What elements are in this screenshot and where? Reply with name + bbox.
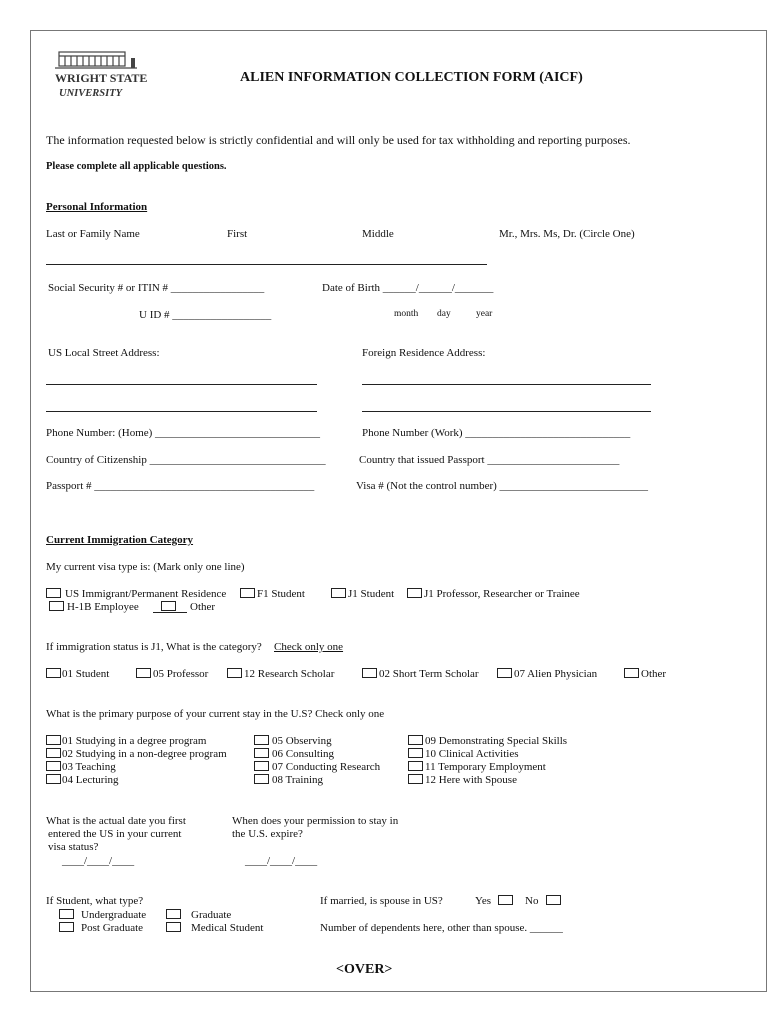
j1-prompt: If immigration status is J1, What is the category?	[46, 641, 262, 653]
checkbox-visa-other[interactable]	[161, 601, 176, 611]
checkbox-j1-student[interactable]	[331, 588, 346, 598]
option-medical-student: Medical Student	[191, 922, 264, 934]
option-j1-12: 12 Research Scholar	[244, 668, 335, 680]
option-graduate: Graduate	[191, 909, 232, 921]
ssn-field[interactable]: Social Security # or ITIN # _________________	[48, 282, 265, 294]
checkbox-j1-other[interactable]	[624, 668, 639, 678]
option-purpose-06: 06 Consulting	[272, 748, 335, 760]
option-f1: F1 Student	[257, 588, 305, 600]
option-purpose-10: 10 Clinical Activities	[425, 748, 519, 760]
checkbox-purpose-03[interactable]	[46, 761, 61, 771]
form-title: ALIEN INFORMATION COLLECTION FORM (AICF)	[240, 70, 583, 85]
label-middle-name: Middle	[362, 228, 394, 240]
visa-other-underline	[153, 612, 187, 613]
option-j1-professor: J1 Professor, Researcher or Trainee	[424, 588, 580, 600]
option-undergraduate: Undergraduate	[81, 909, 147, 921]
checkbox-j1-professor[interactable]	[407, 588, 422, 598]
option-purpose-09: 09 Demonstrating Special Skills	[425, 735, 568, 747]
visa-field[interactable]: Visa # (Not the control number) ___________________________	[356, 480, 649, 492]
checkbox-purpose-04[interactable]	[46, 774, 61, 784]
checkbox-f1[interactable]	[240, 588, 255, 598]
checkbox-j1-05[interactable]	[136, 668, 151, 678]
checkbox-medical-student[interactable]	[166, 922, 181, 932]
checkbox-purpose-07[interactable]	[254, 761, 269, 771]
option-h1b: H-1B Employee	[67, 601, 139, 613]
checkbox-h1b[interactable]	[49, 601, 64, 611]
us-address-line-2[interactable]	[46, 411, 317, 412]
form-page	[30, 30, 767, 992]
dob-month-label: month	[394, 309, 419, 319]
foreign-address-label: Foreign Residence Address:	[362, 347, 486, 359]
checkbox-us-immigrant[interactable]	[46, 588, 61, 598]
j1-prompt-check-one: Check only one	[274, 641, 344, 653]
passport-country-field[interactable]: Country that issued Passport ________________________	[359, 454, 620, 466]
first-entered-label-3: visa status?	[48, 841, 99, 853]
label-first-name: First	[227, 228, 248, 240]
label-last-name: Last or Family Name	[46, 228, 140, 240]
checkbox-undergraduate[interactable]	[59, 909, 74, 919]
option-j1-other: Other	[641, 668, 667, 680]
option-j1-07: 07 Alien Physician	[514, 668, 598, 680]
checkbox-j1-01[interactable]	[46, 668, 61, 678]
name-field[interactable]	[46, 264, 487, 265]
logo-line1: WRIGHT STATE	[55, 71, 148, 85]
option-purpose-05: 05 Observing	[272, 735, 332, 747]
option-purpose-12: 12 Here with Spouse	[425, 774, 517, 786]
foreign-address-line-1[interactable]	[362, 384, 651, 385]
option-visa-other: Other	[190, 601, 216, 613]
first-entered-label-1: What is the actual date you first	[46, 815, 186, 827]
checkbox-purpose-01[interactable]	[46, 735, 61, 745]
purpose-prompt: What is the primary purpose of your current stay in the U.S? Check only one	[46, 708, 385, 720]
passport-field[interactable]: Passport # ________________________________________	[46, 480, 315, 492]
checkbox-spouse-no[interactable]	[546, 895, 561, 905]
option-purpose-03: 03 Teaching	[62, 761, 116, 773]
us-address-line-1[interactable]	[46, 384, 317, 385]
option-j1-02: 02 Short Term Scholar	[379, 668, 479, 680]
checkbox-graduate[interactable]	[166, 909, 181, 919]
checkbox-post-graduate[interactable]	[59, 922, 74, 932]
foreign-address-line-2[interactable]	[362, 411, 651, 412]
phone-home-field[interactable]: Phone Number: (Home) ______________________________	[46, 427, 321, 439]
student-prompt: If Student, what type?	[46, 895, 144, 907]
checkbox-purpose-05[interactable]	[254, 735, 269, 745]
dob-year-label: year	[476, 309, 493, 319]
checkbox-purpose-09[interactable]	[408, 735, 423, 745]
first-entered-date-field[interactable]: ____/____/____	[62, 855, 135, 867]
checkbox-j1-12[interactable]	[227, 668, 242, 678]
citizenship-field[interactable]: Country of Citizenship ________________________________	[46, 454, 326, 466]
option-purpose-04: 04 Lecturing	[62, 774, 119, 786]
dob-field[interactable]: Date of Birth ______/______/_______	[322, 282, 494, 294]
label-title-circle: Mr., Mrs. Ms, Dr. (Circle One)	[499, 228, 635, 240]
dependents-field[interactable]: Number of dependents here, other than spouse. ______	[320, 922, 563, 934]
checkbox-spouse-yes[interactable]	[498, 895, 513, 905]
immigration-heading: Current Immigration Category	[46, 534, 194, 546]
option-purpose-07: 07 Conducting Research	[272, 761, 381, 773]
spouse-yes-label: Yes	[475, 895, 492, 907]
checkbox-j1-07[interactable]	[497, 668, 512, 678]
option-purpose-02: 02 Studying in a non-degree program	[62, 748, 227, 760]
dob-day-label: day	[437, 309, 451, 319]
expire-date-field[interactable]: ____/____/____	[245, 855, 318, 867]
option-purpose-08: 08 Training	[272, 774, 324, 786]
visa-prompt: My current visa type is: (Mark only one line)	[46, 561, 245, 573]
instruction-text: Please complete all applicable questions.	[46, 161, 227, 172]
expire-label-2: the U.S. expire?	[232, 828, 303, 840]
checkbox-purpose-08[interactable]	[254, 774, 269, 784]
option-j1-05: 05 Professor	[153, 668, 209, 680]
spouse-no-label: No	[525, 895, 539, 907]
wright-state-logo	[55, 50, 155, 105]
option-us-immigrant: US Immigrant/Permanent Residence	[65, 588, 227, 600]
option-purpose-11: 11 Temporary Employment	[425, 761, 546, 773]
checkbox-purpose-02[interactable]	[46, 748, 61, 758]
us-address-label: US Local Street Address:	[48, 347, 160, 359]
option-j1-student: J1 Student	[348, 588, 395, 600]
personal-heading: Personal Information	[46, 201, 148, 213]
spouse-prompt: If married, is spouse in US?	[320, 895, 443, 907]
first-entered-label-2: entered the US in your current	[48, 828, 182, 840]
uid-field[interactable]: U ID # __________________	[139, 309, 272, 321]
checkbox-purpose-12[interactable]	[408, 774, 423, 784]
phone-work-field[interactable]: Phone Number (Work) ______________________________	[362, 427, 631, 439]
checkbox-purpose-11[interactable]	[408, 761, 423, 771]
expire-label-1: When does your permission to stay in	[232, 815, 399, 827]
option-j1-01: 01 Student	[62, 668, 110, 680]
checkbox-purpose-10[interactable]	[408, 748, 423, 758]
intro-text: The information requested below is strictly confidential and will only be used for tax withholding and reporting purposes.	[46, 133, 631, 147]
option-purpose-01: 01 Studying in a degree program	[62, 735, 207, 747]
checkbox-purpose-06[interactable]	[254, 748, 269, 758]
logo-line2: UNIVERSITY	[59, 88, 123, 99]
checkbox-j1-02[interactable]	[362, 668, 377, 678]
option-post-graduate: Post Graduate	[81, 922, 144, 934]
over-footer: <OVER>	[336, 962, 393, 977]
